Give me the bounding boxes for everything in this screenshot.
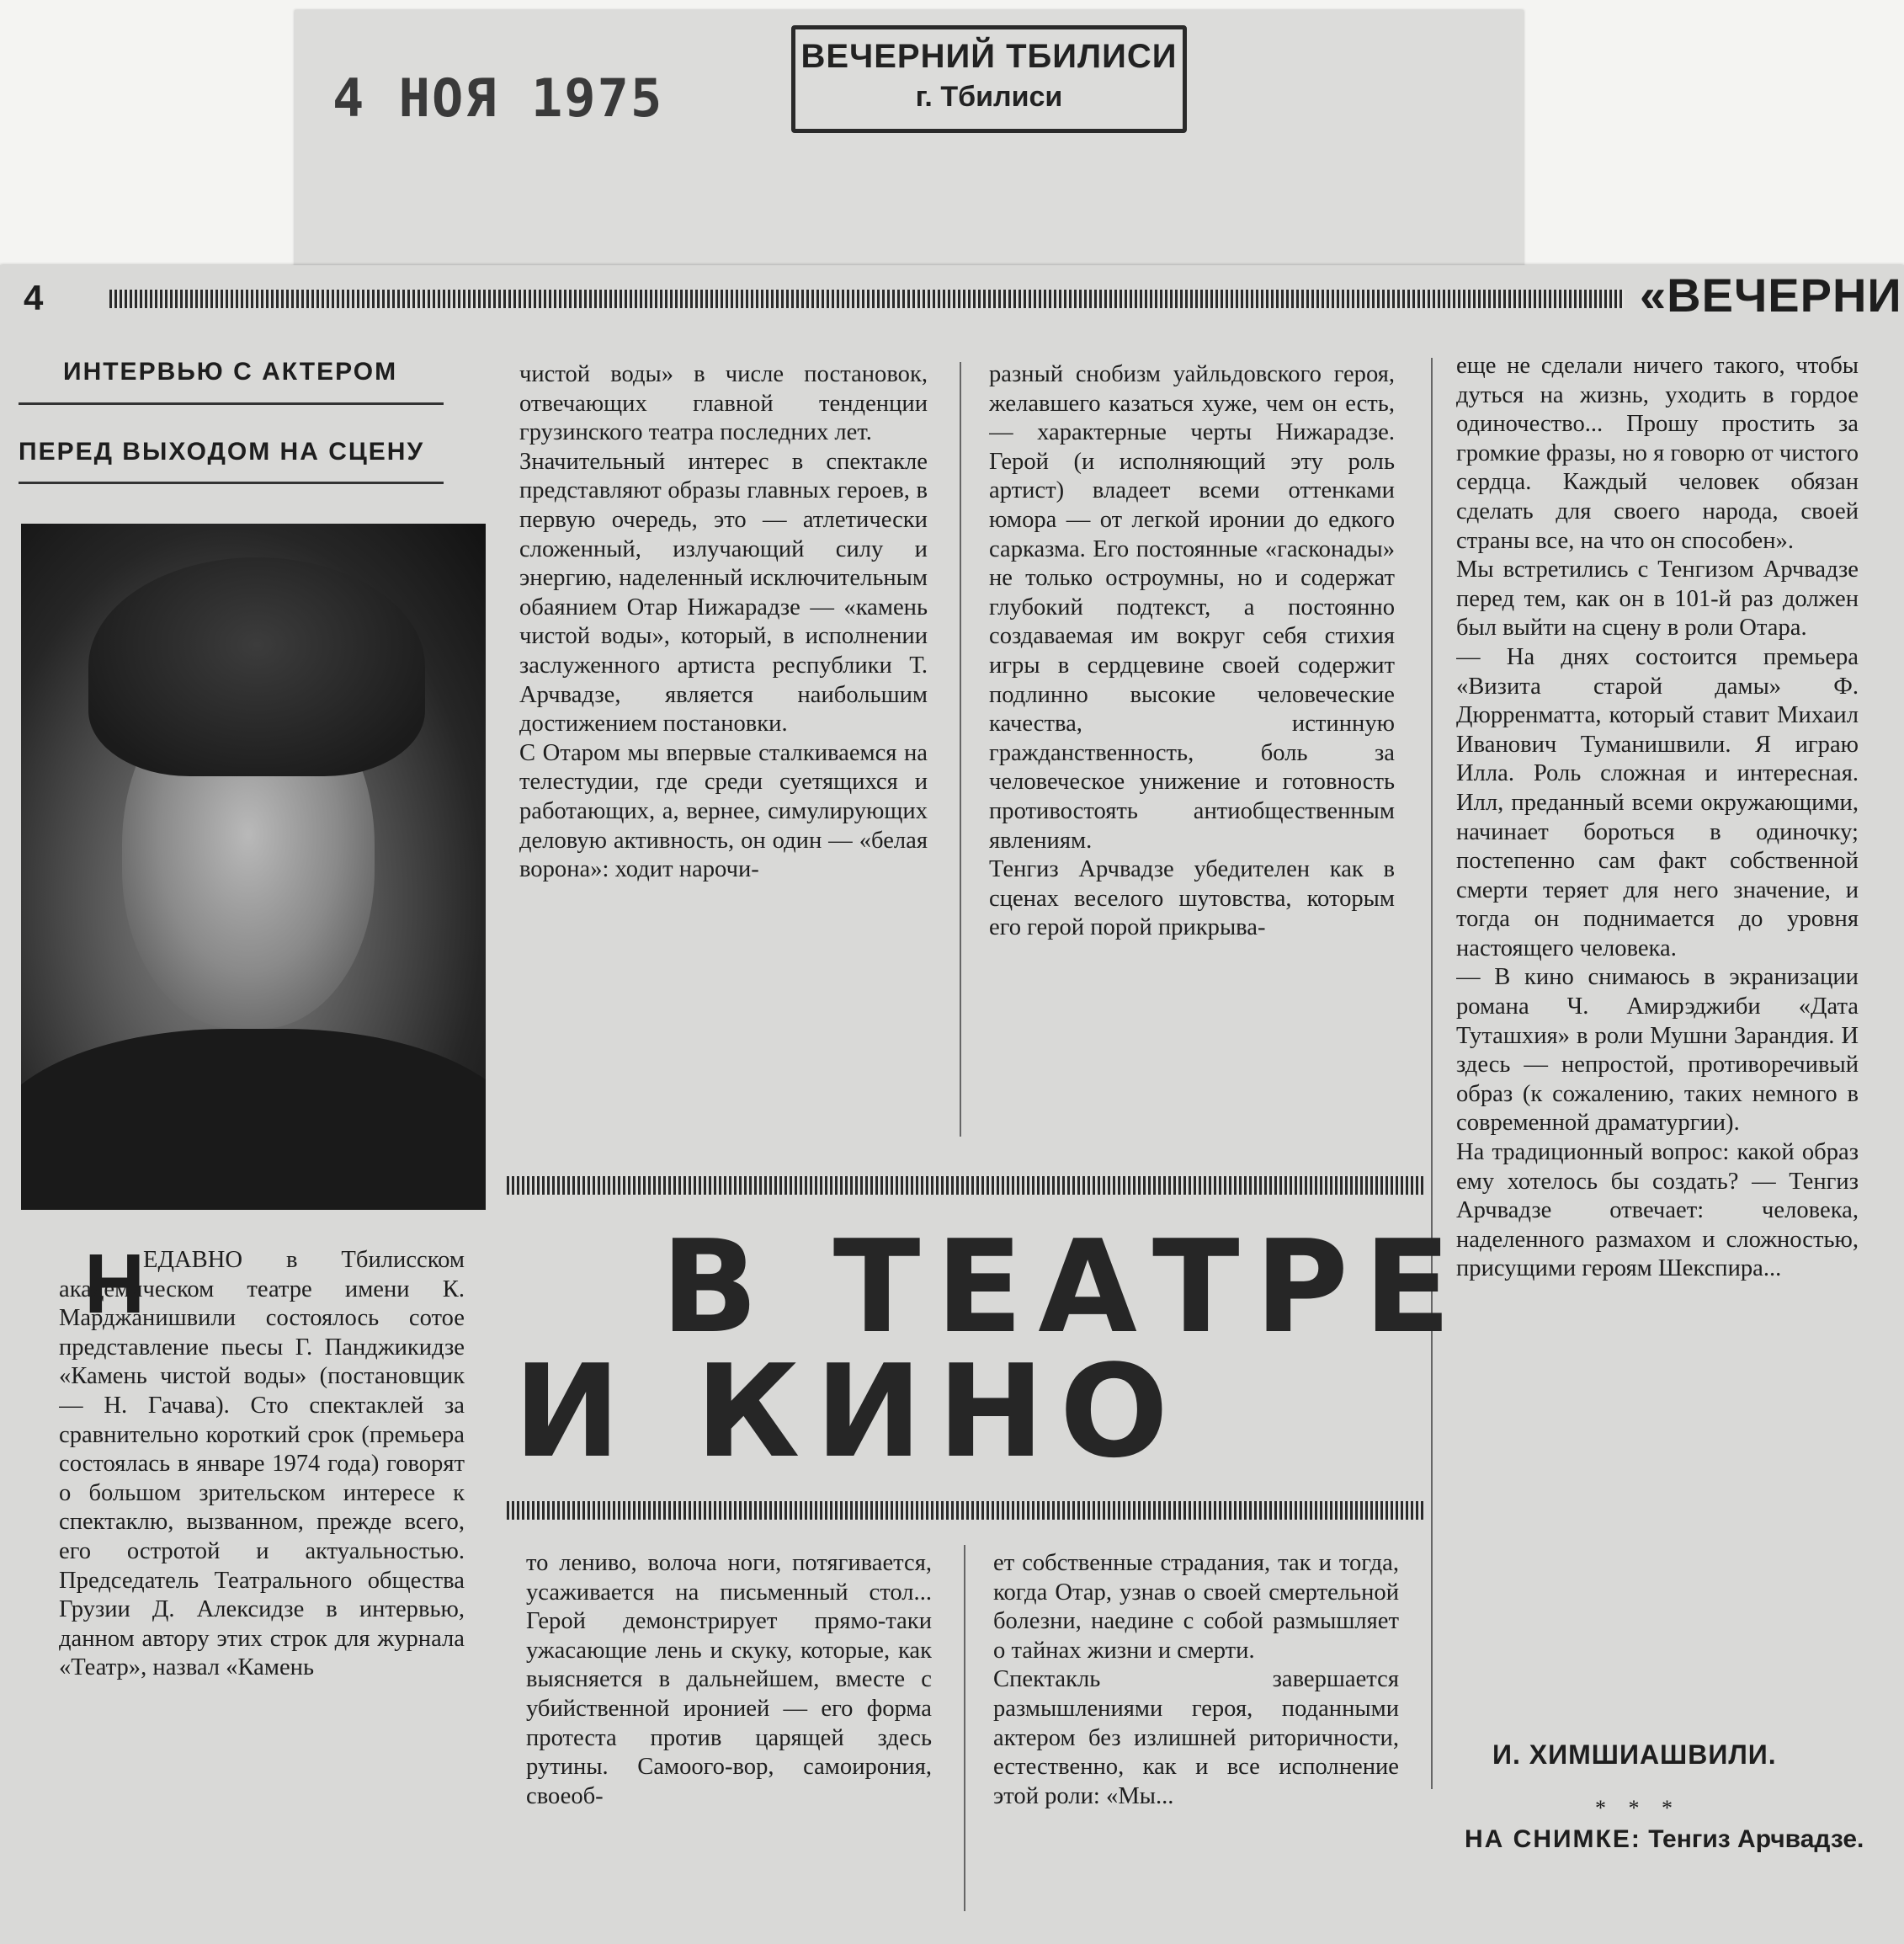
author-signature: И. ХИМШИАШВИЛИ. [1492, 1739, 1777, 1770]
header-rule [109, 290, 1625, 308]
photo-shoulders [21, 1029, 486, 1210]
article-col2-top: чистой воды» в числе постановок, отвечающих главной тенденции грузинского театра последних лет. Значительный интерес в спектакле представляют образы главных героев, в первую очередь, это — атлетически сложенный, излучающий силу и энергию, наделенный исключительным обаянием Отар Нижарадзе — «камень чистой воды», который, в исполнении заслуженного артиста республики Т. Арчвадзе, является наибольшим достижением постановки. С Отаром мы впервые сталкиваемся на телестудии, где среди суетящихся и работающих, а, вернее, симулирующих деловую активность, он один — «белая ворона»: ходит нарочи- [519, 361, 928, 883]
headline-line2: И КИНО [513, 1337, 1184, 1486]
subrubric: ПЕРЕД ВЫХОДОМ НА СЦЕНУ [19, 438, 425, 466]
agency-stamp-title: ВЕЧЕРНИЙ ТБИЛИСИ [800, 38, 1178, 75]
drop-cap: Н [84, 1237, 146, 1331]
caption-label: НА СНИМКЕ: [1465, 1825, 1641, 1853]
photo-caption [1465, 1824, 1864, 1856]
headline-rule-top [507, 1176, 1424, 1195]
rubric-rule [19, 402, 444, 405]
photo-hair [88, 557, 425, 776]
rubric: ИНТЕРВЬЮ С АКТЕРОМ [63, 358, 398, 386]
portrait-photo [21, 524, 486, 1210]
agency-stamp [791, 25, 1187, 133]
article-col4: еще не сделали ничего такого, чтобы дуться на жизнь, уходить в гордое одиночество... Прошу простить за громкие фразы, но я говорю от чистого сердца. Каждый человек обязан сделать для своего народа, своей страны все, на что он способен». Мы встретились с Тенгизом Арчвадзе перед тем, как он в 101-й раз должен был выйти на сцену в роли Отара. — На днях состоится премьера «Визита старой дамы» Ф. Дюрренматта, который ставит Михаил Иванович Туманишвили. Я играю Илла. Роль сложная и интересная. Илл, преданный всеми окружающими, начинает бороться в одиночку; постепенно сам факт собственной смерти теряет для него значение, и тогда он поднимается до уровня настоящего человека. — В кино снимаюсь в экранизации романа Ч. Амирэджиби «Дата Туташхия» в роли Мушни Зарандия. И здесь — непростой, противоречивый образ (к сожалению, таких немного в современной драматургии). На традиционный вопрос: какой образ ему хотелось бы создать? — Тенгиз Арчвадзе отвечает: человека, наделенного размахом и сложностью, присущими героям Шекспира... [1456, 353, 1859, 1282]
agency-stamp-city: г. Тбилиси [915, 81, 1063, 113]
article-col1: ЕДАВНО в Тбилисском академическом театре имени К. Марджанишвили состоялось сотое представление пьесы Г. Панджикидзе «Камень чистой воды» (постановщик — Н. Гачава). Сто спектаклей за сравнительно короткий срок (премьера состоялась в январе 1974 года) говорят о большом зрительском интересе к спектаклю, вызванном, прежде всего, его остротой и актуальностью. Председатель Театрального общества Грузии Д. Алексидзе в интервью, данном автору этих строк для журнала «Театр», назвал «Камень [59, 1247, 465, 1681]
headline-line1: В ТЕАТРЕ [661, 1212, 1466, 1361]
separator-stars: * * * [1595, 1796, 1681, 1820]
subrubric-rule [19, 482, 444, 484]
article-col2-bottom: то лениво, волоча ноги, потягивается, усаживается на письменный стол... Герой демонстрирует прямо-таки ужасающие лень и скуку, которые, как выясняется в дальнейшем, вместе с убийственной иронией — его форма протеста против царящей здесь рутины. Самоого-вор, самоирония, своеоб- [526, 1550, 932, 1809]
masthead: «ВЕЧЕРНИ [1640, 269, 1902, 322]
headline-rule-bottom [507, 1501, 1424, 1520]
column-divider [964, 1545, 965, 1911]
article-col3-bottom: ет собственные страдания, так и тогда, когда Отар, узнав о своей смертельной болезни, наедине с собой размышляет о тайнах жизни и смерти. Спектакль завершается размышлениями героя, поданными актером без излишней риторичности, естественно, как и все исполнение этой роли: «Мы... [993, 1550, 1399, 1809]
page-number: 4 [24, 278, 44, 317]
column-divider [960, 362, 961, 1137]
article-col3-top: разный снобизм уайльдовского героя, желавшего казаться хуже, чем он есть, — характерные черты Нижарадзе. Герой (и исполняющий эту роль артист) владеет всеми оттенками юмора — от легкой иронии до едкого сарказма. Его постоянные «гасконады» не только остроумны, но и содержат глубокий подтекст, а постоянно создаваемая им вокруг себя стихия игры в сердцевине своей содержит подлинно высокие человеческие качества, истинную гражданственность, боль за человеческое унижение и готовность противостоять антиобщественным явлениям. Тенгиз Арчвадзе убедителен как в сценах веселого шутовства, которым его герой порой прикрыва- [989, 361, 1395, 941]
caption-text: Тенгиз Арчвадзе. [1648, 1825, 1864, 1853]
column-divider [1431, 358, 1433, 1789]
date-stamp: 4 НОЯ 1975 [332, 67, 664, 129]
